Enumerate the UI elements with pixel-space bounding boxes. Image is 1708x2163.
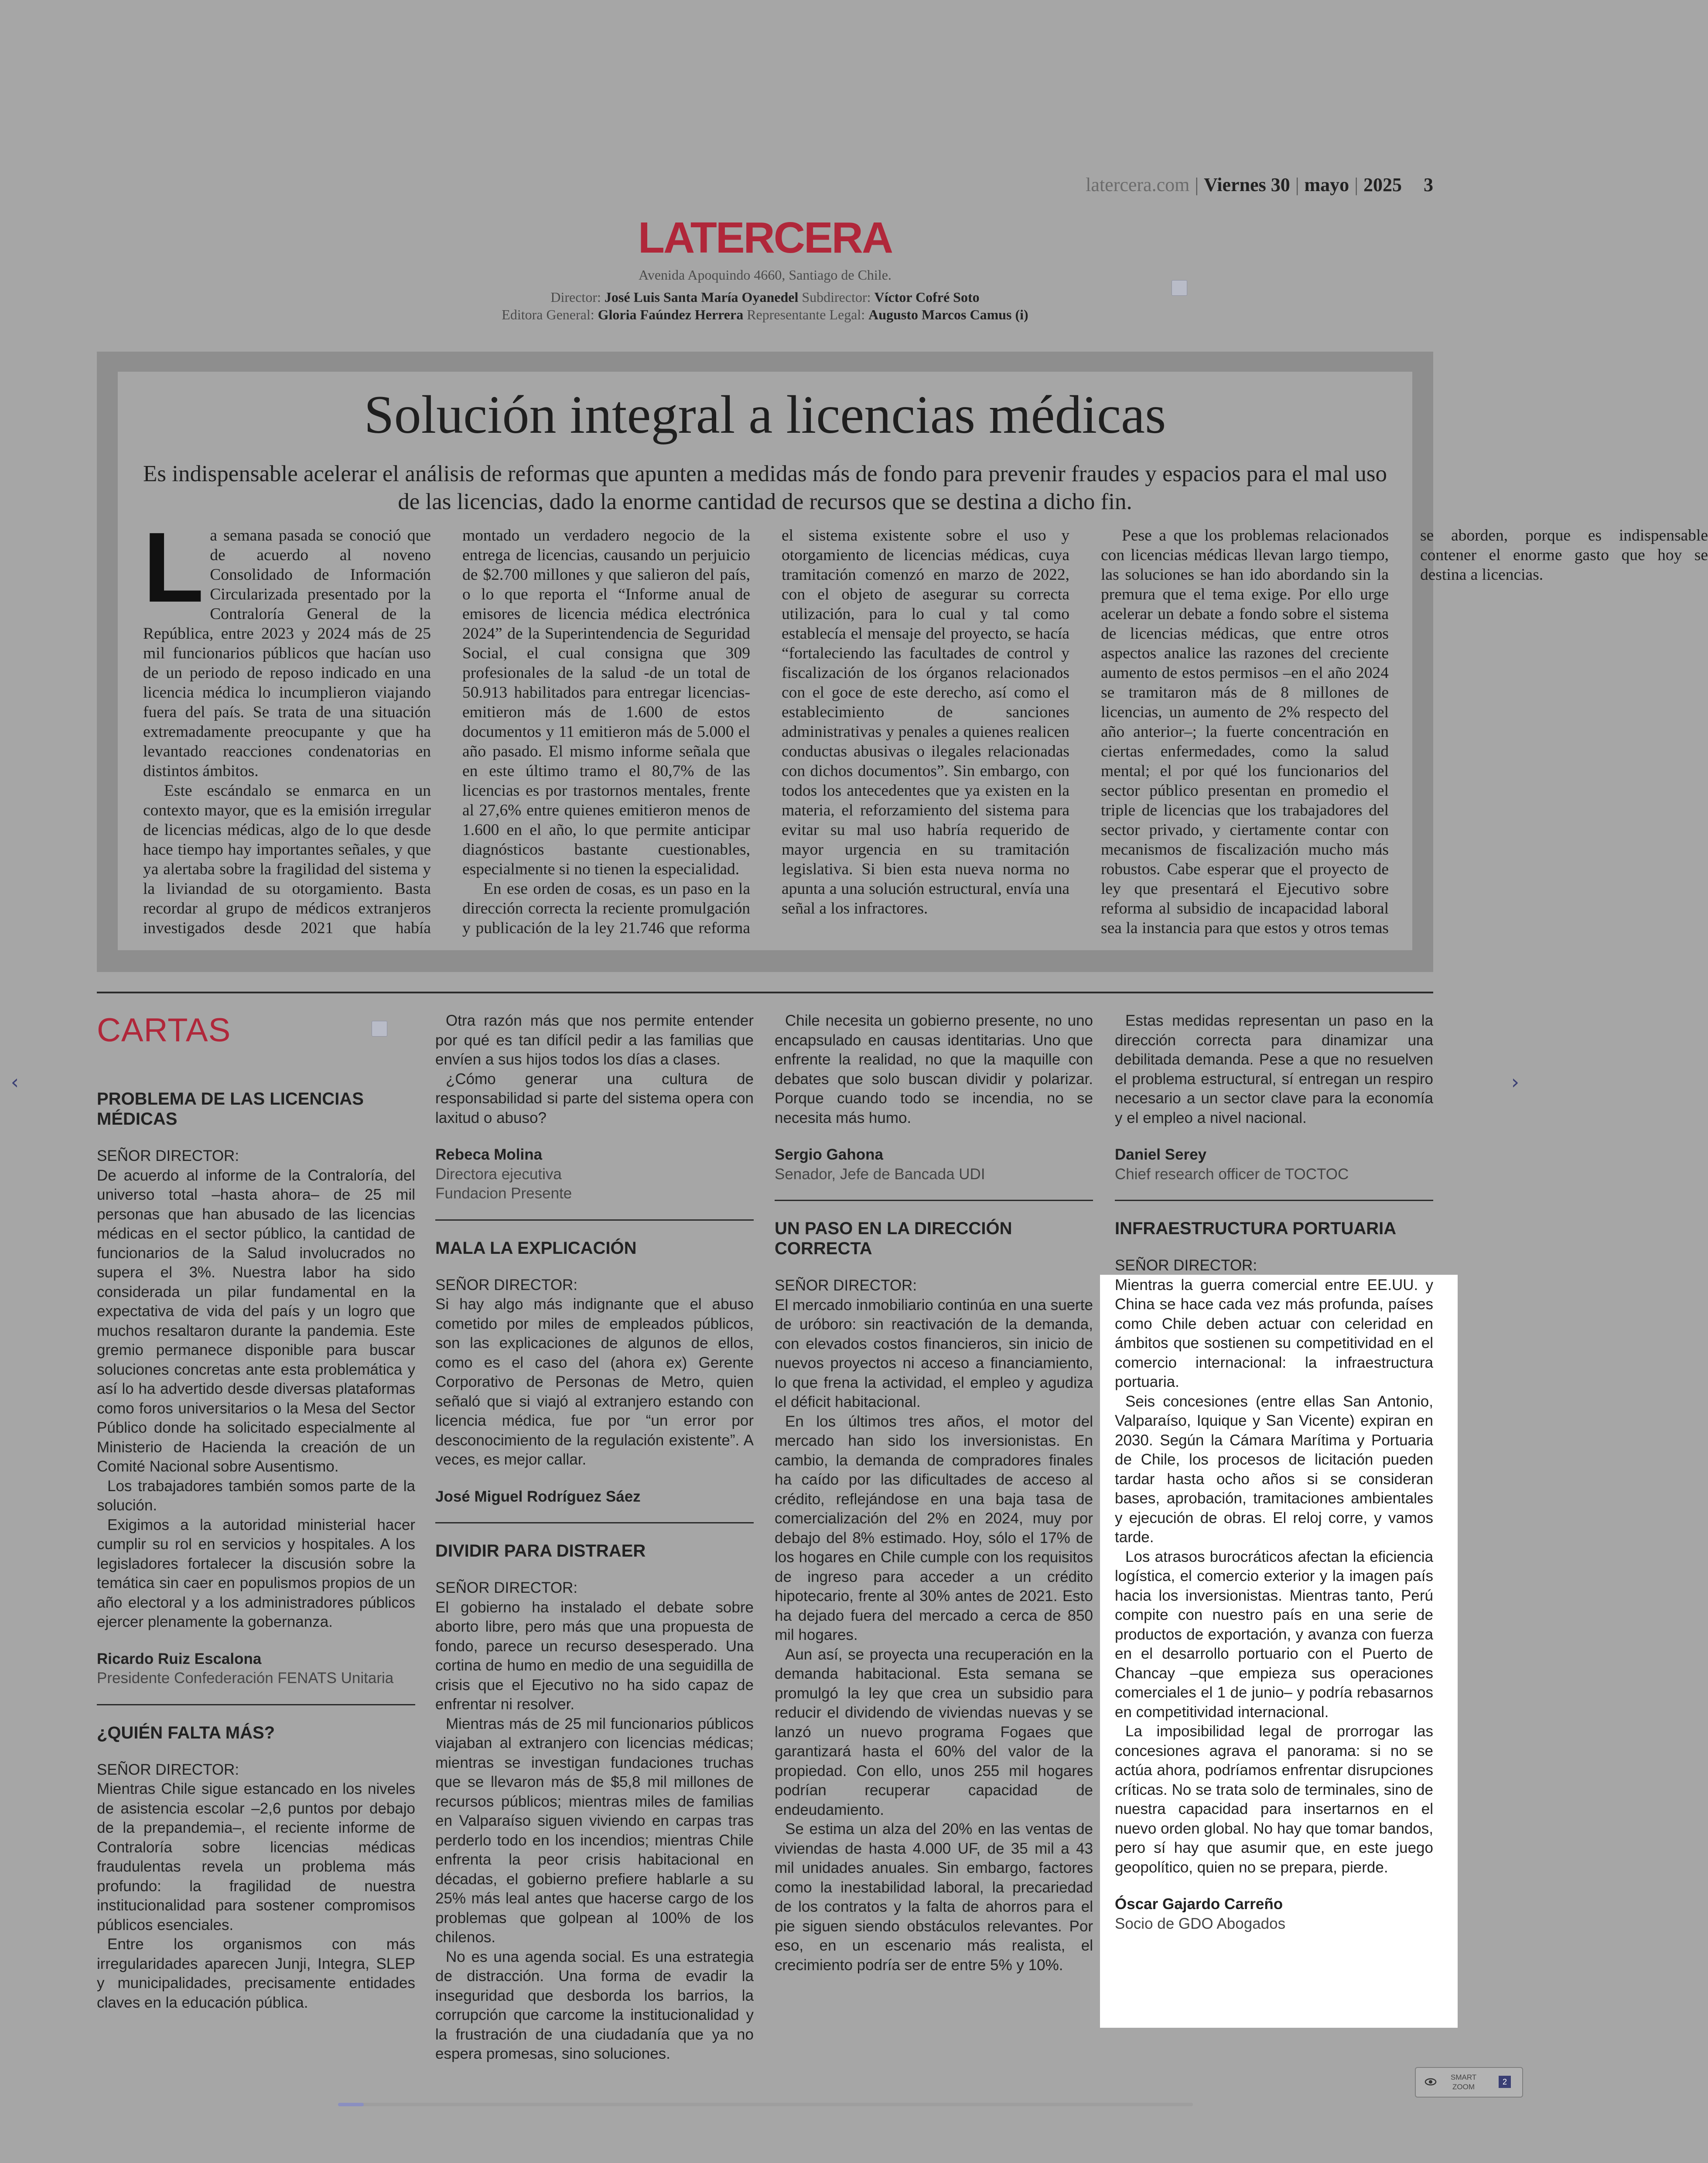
letter-salutation: SEÑOR DIRECTOR: [97, 1147, 239, 1164]
folio-day: Viernes 30 [1204, 174, 1290, 195]
staff-line-1 [0, 289, 1530, 305]
letter-author-role: Chief research officer de TOCTOC [1115, 1165, 1349, 1183]
section-title-cartas: CARTAS [97, 1012, 231, 1049]
page-folio: latercera.com | Viernes 30 | mayo | 2025 3 [1086, 174, 1433, 195]
editorial-subtitle: Es indispensable acelerar el análisis de reformas que apunten a medidas más de fondo para prevenir fraudes y espacios para el mal uso de las licencias, dado la enorme cantidad de recursos que se destina a dicho fin. [143, 461, 1387, 514]
letter-paragraph: Si hay algo más indignante que el abuso cometido por miles de empleados públicos, son las explicaciones de algunos de ellos, como es el caso del (ahora ex) Gerente Corporativo de Personas de Metro, quien señaló que si viajó al extranjero estando con licencia médica, fue por “un error por desconocimiento de la regulación existente”. A veces, es mejor callar. [435, 1296, 754, 1468]
folio-site: latercera.com [1086, 174, 1190, 195]
letter-headline: DIVIDIR PARA DISTRAER [435, 1541, 646, 1561]
letter-headline: UN PASO EN LA DIRECCIÓN CORRECTA [775, 1219, 1012, 1258]
letter-author-role: Senador, Jefe de Bancada UDI [775, 1165, 985, 1183]
page-number: 3 [1424, 174, 1433, 195]
editorial-paragraph: La semana pasada se conoció que de acuerdo al noveno Consolidado de Información Circularizada presentado por la Contraloría General de la República, entre 2023 y 2024 más de 25 mil funcionarios públicos que hacían uso de un periodo de reposo indicado en una licencia médica lo incumplieron viajando fuera del país. Se trata de una situación extremadamente preocupante y que ha levantado reacciones condenatorias en distintos ámbitos. [143, 512, 431, 780]
letter-paragraph: Mientras más de 25 mil funcionarios públicos viajaban al extranjero con licencias médicas; mientras se investigan fundaciones truchas que se llevaron más de $5,8 mil millones de recursos públicos; mientras miles de familias en Valparaíso siguen viviendo en carpas tras perderlo todo en los incendios; mientras Chile enfrenta la peor crisis habitacional en décadas, el gobierno prefiere hablarle a su 25% más leal antes que hacerse cargo de los problemas que golpean al 100% de los chilenos. [435, 1715, 754, 1946]
letter-paragraph: En los últimos tres años, el motor del mercado han sido los inversionistas. En cambio, la demanda de compradores finales ha caído por las dificultades de acceso al crédito, reflejándose en una baja tasa de comercialización del 2% en 2024, muy por debajo del 8% estimado. Hoy, sólo el 17% de los hogares en Chile cumple con los requisitos de ingreso para acceder a un crédito hipotecario, frente al 30% antes de 2021. Esto ha dejado fuera del mercado a cerca de 850 mil hogares. [775, 1413, 1093, 1643]
page-progress-bar[interactable] [338, 2103, 1193, 2106]
letter-author-role: Directora ejecutiva [435, 1165, 562, 1183]
staff-name: Víctor Cofré Soto [874, 289, 980, 305]
smart-zoom-label: ZOOM [1452, 2083, 1475, 2091]
letter-paragraph: El mercado inmobiliario continúa en una suerte de uróboro: sin reactivación de la demanda, con elevados costos financieros, sin inicio de nuevos proyectos ni acceso a financiamiento, lo que frena la actividad, el empleo y agudiza el déficit habitacional. [775, 1296, 1093, 1410]
letter-separator [435, 1219, 754, 1221]
letters-column-1 [97, 1089, 415, 2012]
editorial-title: Solución integral a licencias médicas [364, 385, 1166, 445]
letter-paragraph: Entre los organismos con más irregularidades aparecen Junji, Integra, SLEP y municipalidades, precisamente entidades claves en la educación pública. [97, 1936, 415, 2011]
letter-author: Rebeca Molina [435, 1146, 543, 1163]
staff-name: Gloria Faúndez Herrera [598, 307, 744, 322]
letters-column-2 [435, 1011, 754, 2064]
staff-line-2 [0, 307, 1530, 323]
chevron-right-icon: › [1511, 1070, 1520, 1094]
staff-label: Subdirector: [802, 289, 871, 305]
letter-salutation: SEÑOR DIRECTOR: [775, 1277, 917, 1294]
drop-cap: L [143, 512, 204, 623]
masthead-logo: LATERCERA [638, 213, 892, 262]
letters-column-3 [775, 1011, 1093, 1975]
section-divider [97, 992, 1433, 993]
zoom-level-badge: 2 [1499, 2076, 1511, 2088]
letter-author: Daniel Serey [1115, 1146, 1207, 1163]
previous-page-button[interactable] [2, 1069, 28, 1095]
staff-label: Representante Legal: [747, 307, 865, 322]
letter-paragraph: Seis concesiones (entre ellas San Antonio, Valparaíso, Iquique y San Vicente) expiran en 2030. Según la Cámara Marítima y Portuaria de Chile, los procesos de licitación pueden tardar hasta ocho años si se consideran bases, aprobación, tramitaciones ambientales y ejecución de obras. El reloj corre, y vamos tarde. [1115, 1393, 1433, 1546]
letter-salutation: SEÑOR DIRECTOR: [435, 1579, 578, 1596]
letter-headline: INFRAESTRUCTURA PORTUARIA [1115, 1219, 1397, 1238]
letter-paragraph: De acuerdo al informe de la Contraloría, del universo total –hasta ahora– de 25 mil personas que han abusado de las licencias médicas en el sector público, la cantidad de funcionarios de la Salud involucrados no supera el 3%. Nuestra labor ha sido considerada un pilar fundamental en la expectativa de vida del país y un logro que muchos resaltaron durante la pandemia. Este gremio permanece disponible para buscar soluciones concretas ante esta problemática y así lo ha advertido desde diversas plataformas como foros universitarios o la Mesa del Sector Público donde ha solicitado especialmente al Ministerio de Hacienda la creación de un Comité Nacional sobre Ausentismo. [97, 1167, 415, 1475]
letters-column-4 [1115, 1011, 1433, 1934]
letter-salutation: SEÑOR DIRECTOR: [1115, 1257, 1257, 1274]
letter-headline: PROBLEMA DE LAS LICENCIAS MÉDICAS [97, 1089, 364, 1129]
article-link-icon[interactable] [1172, 280, 1187, 296]
folio-month: mayo [1304, 174, 1349, 195]
letter-paragraph: ¿Cómo generar una cultura de responsabilidad si parte del sistema opera con laxitud o abuso? [435, 1070, 754, 1126]
smart-zoom-label: SMART [1451, 2073, 1477, 2081]
section-link-icon[interactable] [372, 1021, 387, 1037]
letter-separator [97, 1704, 415, 1705]
letter-salutation: SEÑOR DIRECTOR: [435, 1276, 578, 1294]
staff-label: Editora General: [502, 307, 594, 322]
eye-icon [1424, 2077, 1437, 2087]
letter-author-role: Presidente Confederación FENATS Unitaria [97, 1670, 394, 1687]
letter-separator [435, 1522, 754, 1523]
letter-salutation: SEÑOR DIRECTOR: [97, 1761, 239, 1778]
letter-headline: MALA LA EXPLICACIÓN [435, 1238, 637, 1258]
editorial-paragraph: Pese a que los problemas relacionados con licencias médicas llevan largo tiempo, las soluciones se han ido abordando sin la premura que el tema exige. Por ello urge acelerar un debate a fondo sobre el sistema de licencias médicas, que entre otros aspectos analice las razones del creciente aumento de estos permisos –en el año 2024 se tramitaron más de 8 millones de licencias, un aumento de 2% respecto del año anterior–; la fuerte concentración en ciertas enfermedades, como la salud mental; el por qué los funcionarios del sector público presentan en promedio el triple de licencias que los trabajadores del sector privado, y ciertamente contar con mecanismos de fiscalización mucho más robustos. Cabe esperar que el proyecto de ley que presentará el Ejecutivo sobre reforma al subsidio de incapacidad laboral sea la instancia para que estos y otros temas se aborden, porque es indispensable contener el enorme gasto que hoy se destina a licencias. [1101, 527, 1708, 937]
page-progress-fill [338, 2103, 364, 2106]
letter-separator [1115, 1200, 1433, 1201]
letter-paragraph: Estas medidas representan un paso en la dirección correcta para dinamizar una debilitada demanda. Pese a que no resuelven el problema estructural, sí entregan un respiro necesario a un sector clave para la economía y el empleo a nivel nacional. [1115, 1012, 1433, 1126]
letter-paragraph: Chile necesita un gobierno presente, no uno encapsulado en causas identitarias. Uno que enfrente la realidad, no que la maquille con debates que solo buscan dividir y polarizar. Porque cuando todo se incendia, no se necesita más humo. [775, 1012, 1093, 1126]
staff-name: Augusto Marcos Camus (i) [868, 307, 1028, 322]
letter-author-role: Socio de GDO Abogados [1115, 1915, 1286, 1932]
letter-paragraph: Exigimos a la autoridad ministerial hacer cumplir su rol en servicios y hospitales. A los legisladores fortalecer la discusión sobre la temática sin caer en populismos propios de un año electoral y a los administradores públicos ejercer plenamente la gobernanza. [97, 1516, 415, 1630]
staff-name: José Luis Santa María Oyanedel [604, 289, 799, 305]
letter-paragraph: Los trabajadores también somos parte de la solución. [97, 1477, 415, 1514]
letter-paragraph: Mientras la guerra comercial entre EE.UU. y China se hace cada vez más profunda, países como Chile deben actuar con celeridad en ámbitos que sostienen su competitividad en el comercio internacional: la infraestructura portuaria. [1115, 1276, 1433, 1390]
editorial-paragraph: Este escándalo se enmarca en un contexto mayor, que es la emisión irregular de licencias médicas, algo de lo que desde hace tiempo hay importantes señales, y que ya alertaba sobre la fragilidad del sistema y la liviandad de su otorgamiento. Basta recordar al grupo de médicos extranjeros investigados desde 2021 que había montado un verdadero negocio de la entrega de licencias, causando un perjuicio de $2.700 millones y que salieron del país, o lo que reporta el “Informe anual de emisores de licencia médica electrónica 2024” de la Superintendencia de Seguridad Social, el cual consigna que 309 profesionales de la salud -de un total de 50.913 habilitados para entregar licencias- emitieron más de 1.600 de estos documentos y 11 emitieron más de 5.000 el año pasado. El mismo informe señala que en este último tramo el 80,7% de las licencias es por trastornos mentales, frente al 27,6% entre quienes emitieron menos de 1.600 en el año, lo que permite anticipar diagnósticos bastante cuestionables, especialmente si no tienen la especialidad. [143, 527, 750, 937]
letter-author: Óscar Gajardo Carreño [1115, 1896, 1283, 1913]
letter-paragraph: Aun así, se proyecta una recuperación en la demanda habitacional. Esta semana se promulgó la ley que crea un subsidio para reducir el dividendo de viviendas nuevas y se lanzó un nuevo programa Fogaes que garantizará hasta el 60% del valor de la propiedad. Con ello, unos 255 mil hogares podrían recuperar capacidad de endeudamiento. [775, 1646, 1093, 1818]
letter-headline: ¿QUIÉN FALTA MÁS? [97, 1723, 275, 1742]
letter-paragraph: Los atrasos burocráticos afectan la eficiencia logística, el comercio exterior y la imagen país hacia los inversionistas. Mientras tanto, Perú compite con nuestro país en una serie de productos de exportación, y avanza con fuerza en el desarrollo portuario con el Puerto de Chancay –que empieza sus operaciones comerciales el 1 de junio– y podría rebasarnos en competitividad internacional. [1115, 1548, 1433, 1721]
letter-separator [775, 1200, 1093, 1201]
smart-zoom-button[interactable] [1415, 2067, 1523, 2098]
letter-author: Ricardo Ruiz Escalona [97, 1650, 262, 1667]
editorial-body [143, 512, 1708, 945]
letter-paragraph: Otra razón más que nos permite entender por qué es tan difícil pedir a las familias que envíen a sus hijos todos los días a clases. [435, 1012, 754, 1068]
letter-paragraph: El gobierno ha instalado el debate sobre aborto libre, pero más que una propuesta de fondo, parece un recurso desesperado. Una cortina de humo en medio de una seguidilla de crisis que el Ejecutivo no ha sido capaz de enfrentar ni resolver. [435, 1598, 754, 1713]
chevron-left-icon: ‹ [10, 1070, 19, 1094]
letter-author: Sergio Gahona [775, 1146, 883, 1163]
letter-paragraph: Se estima un alza del 20% en las ventas de viviendas de hasta 4.000 UF, de 35 mil a 43 mil unidades anuales. Sin embargo, factores como la inestabilidad laboral, la precariedad de los contratos y la falta de ahorros para el pie siguen siendo obstáculos relevantes. Por eso, en un escenario más realista, el crecimiento podría ser de entre 5% y 10%. [775, 1821, 1093, 1974]
masthead-address: Avenida Apoquindo 4660, Santiago de Chile. [639, 267, 892, 283]
folio-year: 2025 [1363, 174, 1402, 195]
letter-author-role: Fundacion Presente [435, 1185, 572, 1202]
letter-paragraph: Mientras Chile sigue estancado en los niveles de asistencia escolar –2,6 puntos por debajo de la prepandemia–, el reciente informe de Contraloría sobre licencias médicas fraudulentas revela un problema más profundo: la fragilidad de nuestra institucionalidad para sostener compromisos públicos esenciales. [97, 1780, 415, 1934]
editorial-paragraph: En ese orden de cosas, es un paso en la dirección correcta la reciente promulgación y publicación de la ley 21.746 que reforma el sistema existente sobre el uso y otorgamiento de licencias médicas, cuya tramitación comenzó en marzo de 2022, con el objeto de asegurar su correcta utilización, para lo cual y tal como establecía el mensaje del proyecto, se hacía “fortaleciendo las facultades de control y fiscalización de los órganos relacionados con el goce de este derecho, así como el establecimiento de sanciones administrativas y penales a quienes realicen conductas abusivas o ilegales relacionadas con dichos documentos”. Sin embargo, con todos los antecedentes que ya existen en la materia, el reforzamiento del sistema para evitar su mal uso habría requerido de mayor urgencia en su tramitación legislativa. Si bien esta nueva norma no apunta a una solución estructural, envía una señal a los infractores. [462, 527, 1069, 937]
letter-author: José Miguel Rodríguez Sáez [435, 1488, 641, 1505]
letter-paragraph: La imposibilidad legal de prorrogar las concesiones agrava el panorama: si no se actúa ahora, podríamos enfrentar disrupciones críticas. No se trata solo de terminales, sino de nuestra capacidad para insertarnos en el nuevo orden global. No hay que tomar bandos, pero sí hay que asumir que, en este juego geopolítico, quien no se prepara, pierde. [1115, 1723, 1433, 1876]
staff-label: Director: [550, 289, 601, 305]
next-page-button[interactable] [1502, 1069, 1528, 1095]
letter-paragraph: No es una agenda social. Es una estrategia de distracción. Una forma de evadir la inseguridad que desborda los barrios, la corrupción que carcome la institucionalidad y la frustración de una ciudadanía que ya no espera promesas, sino soluciones. [435, 1948, 754, 2062]
